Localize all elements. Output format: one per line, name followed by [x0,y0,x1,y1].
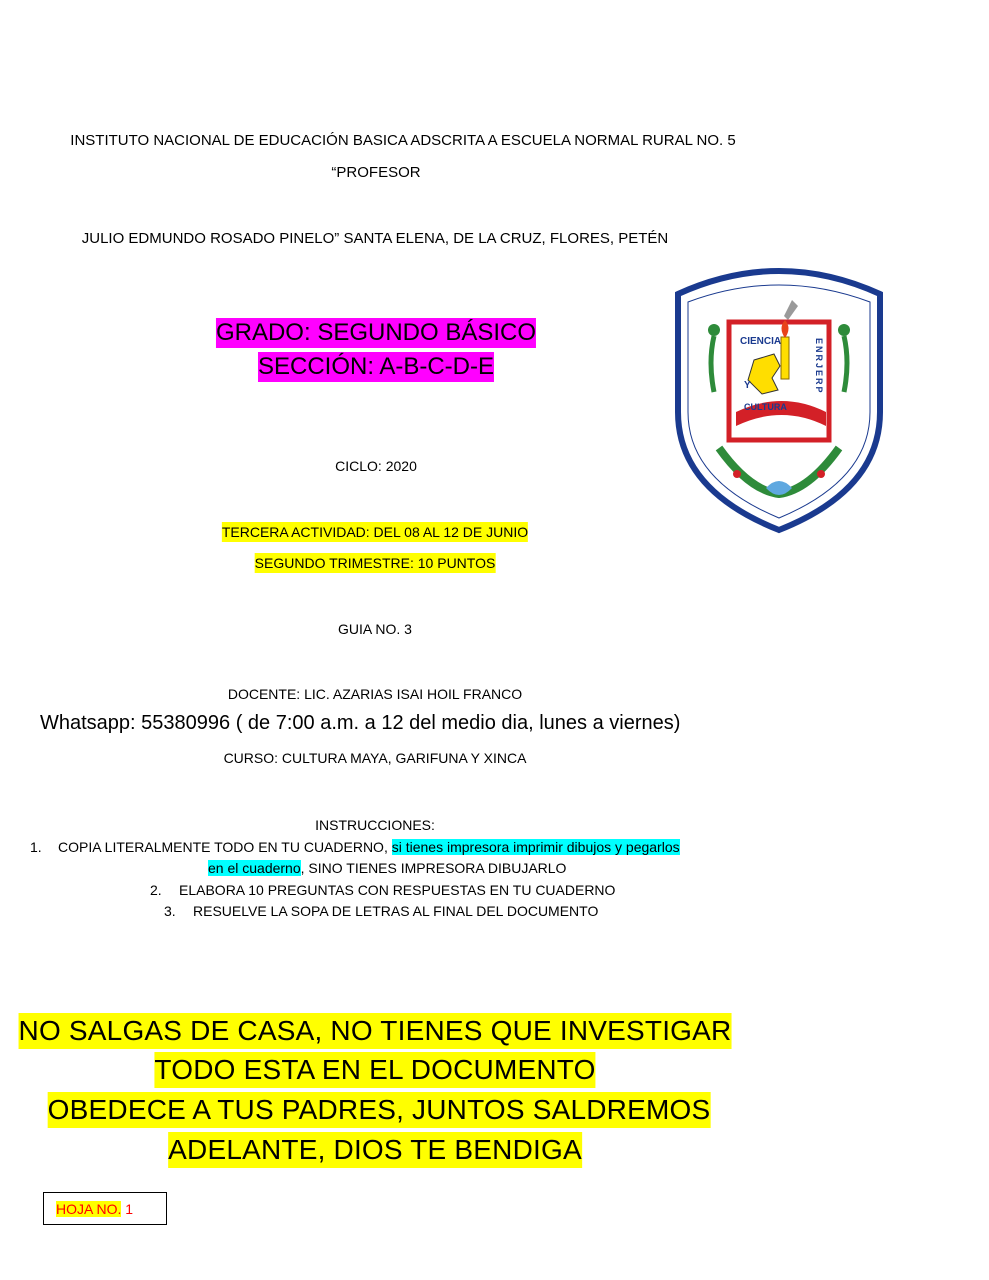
crest-text-ciencia: CIENCIA [740,336,782,347]
instruction-2-text: ELABORA 10 PREGUNTAS CON RESPUESTAS EN TU CUADERNO [179,882,616,898]
mensaje-line-3: OBEDECE A TUS PADRES, JUNTOS SALDREMOS [48,1092,711,1128]
trimestre-text: SEGUNDO TRIMESTRE: 10 PUNTOS [254,555,496,571]
instruction-1-line-2 [208,860,566,876]
instrucciones-title: INSTRUCCIONES: [315,817,435,833]
crest-text-y: Y [744,380,751,391]
docente-text: DOCENTE: LIC. AZARIAS ISAI HOIL FRANCO [227,686,523,702]
seccion-heading: SECCIÓN: A-B-C-D-E [257,353,495,380]
tulip-left-icon [708,324,720,336]
instruction-2-number: 2. [150,882,162,898]
mensaje-line-1: NO SALGAS DE CASA, NO TIENES QUE INVESTIGAR [19,1013,732,1049]
hoja-number-text [56,1201,133,1217]
instruction-1-highlight: si tienes impresora imprimir dibujos y pegarlos [391,839,680,855]
berry-icon [817,470,825,478]
grado-heading: GRADO: SEGUNDO BÁSICO [215,319,537,346]
torch-icon [781,337,789,379]
crest-text-vertical: ENRJERP [814,338,824,395]
mensaje-line-4: ADELANTE, DIOS TE BENDIGA [168,1132,582,1168]
school-crest-logo [674,262,884,534]
instruction-1-text: COPIA LITERALMENTE TODO EN TU CUADERNO, [58,839,392,855]
header-line-1: INSTITUTO NACIONAL DE EDUCACIÓN BASICA ADSCRITA A ESCUELA NORMAL RURAL NO. 5 [70,132,736,149]
tulip-right-icon [838,324,850,336]
ciclo-text: CICLO: 2020 [335,458,417,474]
header-line-2: “PROFESOR [331,164,421,181]
hoja-number: 1 [125,1201,134,1217]
instruction-1-highlight-2: en el cuaderno [208,860,301,876]
crest-text-cultura: CULTURA [744,402,787,412]
instruction-1-line-1 [58,839,680,855]
instruction-3-text: RESUELVE LA SOPA DE LETRAS AL FINAL DEL DOCUMENTO [193,903,599,919]
berry-icon [733,470,741,478]
whatsapp-text: Whatsapp: 55380996 ( de 7:00 a.m. a 12 del medio dia, lunes a viernes) [40,712,681,734]
instruction-1-number: 1. [30,839,42,855]
guia-text: GUIA NO. 3 [338,621,412,637]
instruction-1-text-2: , SINO TIENES IMPRESORA DIBUJARLO [300,860,567,876]
hoja-label: HOJA NO. [56,1201,122,1217]
instruction-3-number: 3. [164,903,176,919]
actividad-text: TERCERA ACTIVIDAD: DEL 08 AL 12 DE JUNIO [221,524,529,540]
hoja-number-box [43,1192,167,1225]
mensaje-line-2: TODO ESTA EN EL DOCUMENTO [154,1052,595,1088]
curso-text: CURSO: CULTURA MAYA, GARIFUNA Y XINCA [223,750,527,766]
header-line-3: JULIO EDMUNDO ROSADO PINELO” SANTA ELENA, DE LA CRUZ, FLORES, PETÉN [81,230,669,247]
